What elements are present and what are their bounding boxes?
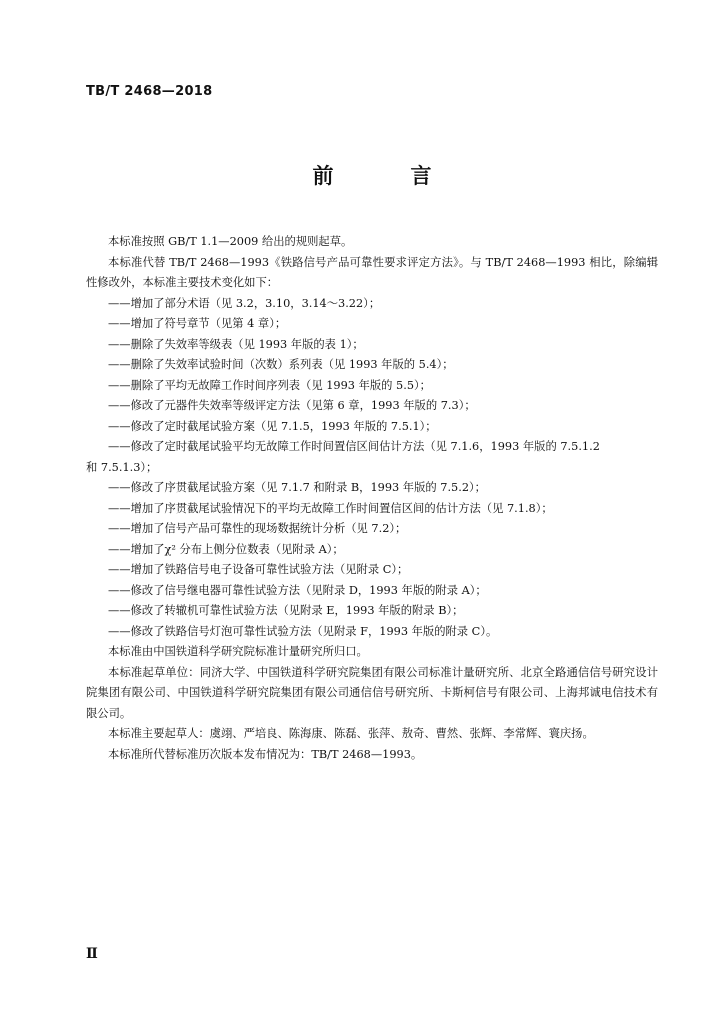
paragraph-responsible-org: 本标准由中国铁道科学研究院标准计量研究所归口。 [108, 645, 368, 658]
change-item: ——增加了信号产品可靠性的现场数据统计分析（见 7.2）； [108, 522, 407, 535]
change-item: ——修改了定时截尾试验方案（见 7.1.5，1993 年版的 7.5.1）； [108, 419, 437, 433]
change-item: ——修改了序贯截尾试验方案（见 7.1.7 和附录 B，1993 年版的 7.5.2）； [108, 481, 486, 494]
change-item: ——删除了平均无故障工作时间序列表（见 1993 年版的 5.5）； [108, 378, 431, 392]
change-item: ——修改了元器件失效率等级评定方法（见第 6 章，1993 年版的 7.3）； [108, 399, 476, 412]
paragraph-replacement: 本标准代替 TB/T 2468—1993《铁路信号产品可靠性要求评定方法》。与 TB/T 2468—1993 相比，除编辑性修改外，本标准主要技术变化如下： [86, 255, 658, 289]
change-item: ——修改了转辙机可靠性试验方法（见附录 E，1993 年版的附录 B）； [108, 604, 464, 617]
change-item: ——增加了部分术语（见 3.2，3.10，3.14～3.22）； [108, 296, 381, 310]
change-item: ——增加了χ² 分布上侧分位数表（见附录 A）； [108, 542, 344, 556]
change-item: ——增加了序贯截尾试验情况下的平均无故障工作时间置信区间的估计方法（见 7.1.8）； [108, 501, 553, 515]
change-item-continuation: 和 7.5.1.3）； [86, 460, 158, 474]
paragraph-history: 本标准所代替标准历次版本发布情况为：TB/T 2468—1993。 [108, 747, 423, 761]
change-item: ——修改了定时截尾试验平均无故障工作时间置信区间估计方法（见 7.1.6，1993 年版的 7.5.1.2 [108, 440, 600, 453]
page-number: Ⅱ [86, 946, 98, 962]
standard-number: TB/T 2468—2018 [86, 84, 213, 99]
foreword-body [86, 232, 658, 765]
change-item: ——增加了符号章节（见第 4 章）； [108, 317, 287, 330]
paragraph-drafters: 本标准主要起草人：虞翊、严培良、陈海康、陈磊、张萍、敖奇、曹然、张辉、李常辉、寰庆扬。 [108, 727, 594, 740]
change-item: ——修改了铁路信号灯泡可靠性试验方法（见附录 F，1993 年版的附录 C）。 [108, 624, 498, 638]
change-item: ——增加了铁路信号电子设备可靠性试验方法（见附录 C）； [108, 563, 409, 576]
paragraph-drafting-rules: 本标准按照 GB/T 1.1—2009 给出的规则起草。 [108, 235, 353, 248]
page-title: 前 言 [312, 164, 460, 188]
change-item: ——删除了失效率试验时间（次数）系列表（见 1993 年版的 5.4）； [108, 358, 454, 371]
paragraph-drafting-units: 本标准起草单位：同济大学、中国铁道科学研究院集团有限公司标准计量研究所、北京全路通信信号研究设计院集团有限公司、中国铁道科学研究院集团有限公司通信信号研究所、卡斯柯信号有限公司、上海邦诚电信技术有限公司。 [86, 665, 658, 720]
change-item: ——删除了失效率等级表（见 1993 年版的表 1）； [108, 337, 364, 351]
change-item: ——修改了信号继电器可靠性试验方法（见附录 D，1993 年版的附录 A）； [108, 583, 487, 597]
